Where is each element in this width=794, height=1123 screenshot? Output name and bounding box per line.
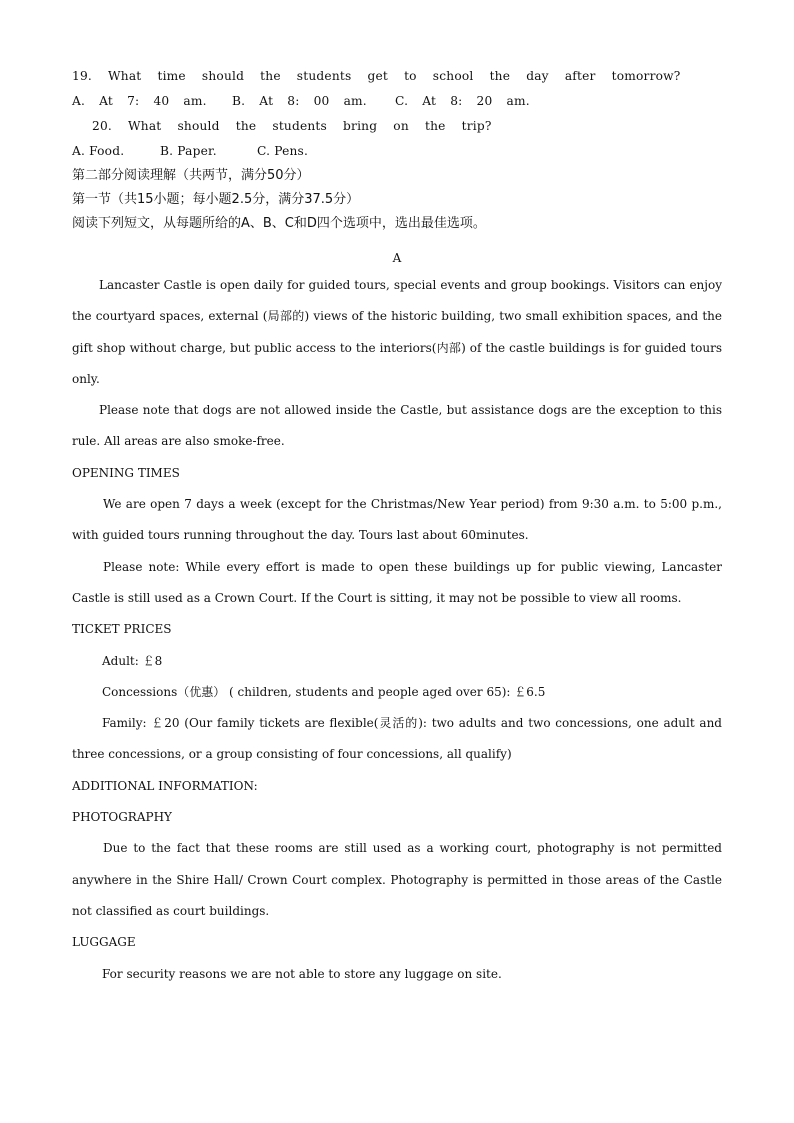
price-concessions: Concessions（优惠） ( children, students and people aged over 65): ￡6.5	[102, 684, 546, 699]
passage-label: A	[392, 251, 402, 265]
intro-paragraph-1: Lancaster Castle is open daily for guided tours, special events and group bookings. Visitors can enjoy the courtyard spaces, external (局部的) views of the historic building, two small exhibition spaces, and the gift shop without charge, but public access to the interiors(内部) of the castle buildings is for guided tours only.	[72, 278, 722, 386]
question-19-option-b: B. At 8: 00 am.	[232, 94, 367, 108]
subsection-title: 第一节（共15小题；每小题2.5分，满分37.5分）	[72, 192, 360, 207]
opening-times-heading: OPENING TIMES	[72, 465, 180, 480]
opening-paragraph-2: Please note: While every effort is made to open these buildings up for public viewing, Lancaster Castle is still used as a Crown Court. If the Court is sitting, it may not be possible to view all rooms.	[72, 559, 722, 605]
photography-heading: PHOTOGRAPHY	[72, 810, 172, 825]
photography-paragraph: Due to the fact that these rooms are still used as a working court, photography is not permitted anywhere in the Shire Hall/ Crown Court complex. Photography is permitted in those areas of the Castle not classified as court buildings.	[72, 841, 722, 918]
price-family: Family: ￡20 (Our family tickets are flexible(灵活的): two adults and two concessions, one adult and three concessions, or a group consisting of four concessions, all qualify)	[72, 716, 722, 762]
question-19-stem: 19. What time should the students get to school the day after tomorrow?	[72, 69, 681, 83]
luggage-paragraph: For security reasons we are not able to store any luggage on site.	[102, 966, 502, 981]
part-title: 第二部分阅读理解（共两节，满分50分）	[72, 168, 310, 183]
opening-paragraph-1: We are open 7 days a week (except for the Christmas/New Year period) from 9:30 a.m. to 5:00 p.m., with guided tours running throughout the day. Tours last about 60minutes.	[72, 497, 722, 543]
question-20-option-b: B. Paper.	[160, 144, 217, 158]
instruction: 阅读下列短文，从每题所给的A、B、C和D四个选项中，选出最佳选项。	[72, 216, 486, 231]
question-19-option-c: C. At 8: 20 am.	[395, 94, 530, 108]
luggage-heading: LUGGAGE	[72, 935, 136, 950]
document-page	[72, 64, 722, 990]
question-20-options	[72, 139, 722, 164]
question-19-option-a: A. At 7: 40 am.	[72, 94, 207, 108]
additional-info-heading: ADDITIONAL INFORMATION:	[72, 778, 258, 793]
intro-paragraph-2: Please note that dogs are not allowed inside the Castle, but assistance dogs are the exception to this rule. All areas are also smoke-free.	[72, 403, 722, 449]
question-19-options	[72, 89, 722, 114]
question-20-option-c: C. Pens.	[257, 144, 309, 158]
question-20-stem: 20. What should the students bring on the trip?	[92, 119, 492, 133]
question-20-option-a: A. Food.	[72, 144, 125, 158]
ticket-prices-heading: TICKET PRICES	[72, 622, 172, 637]
price-adult: Adult: ￡8	[102, 653, 163, 668]
